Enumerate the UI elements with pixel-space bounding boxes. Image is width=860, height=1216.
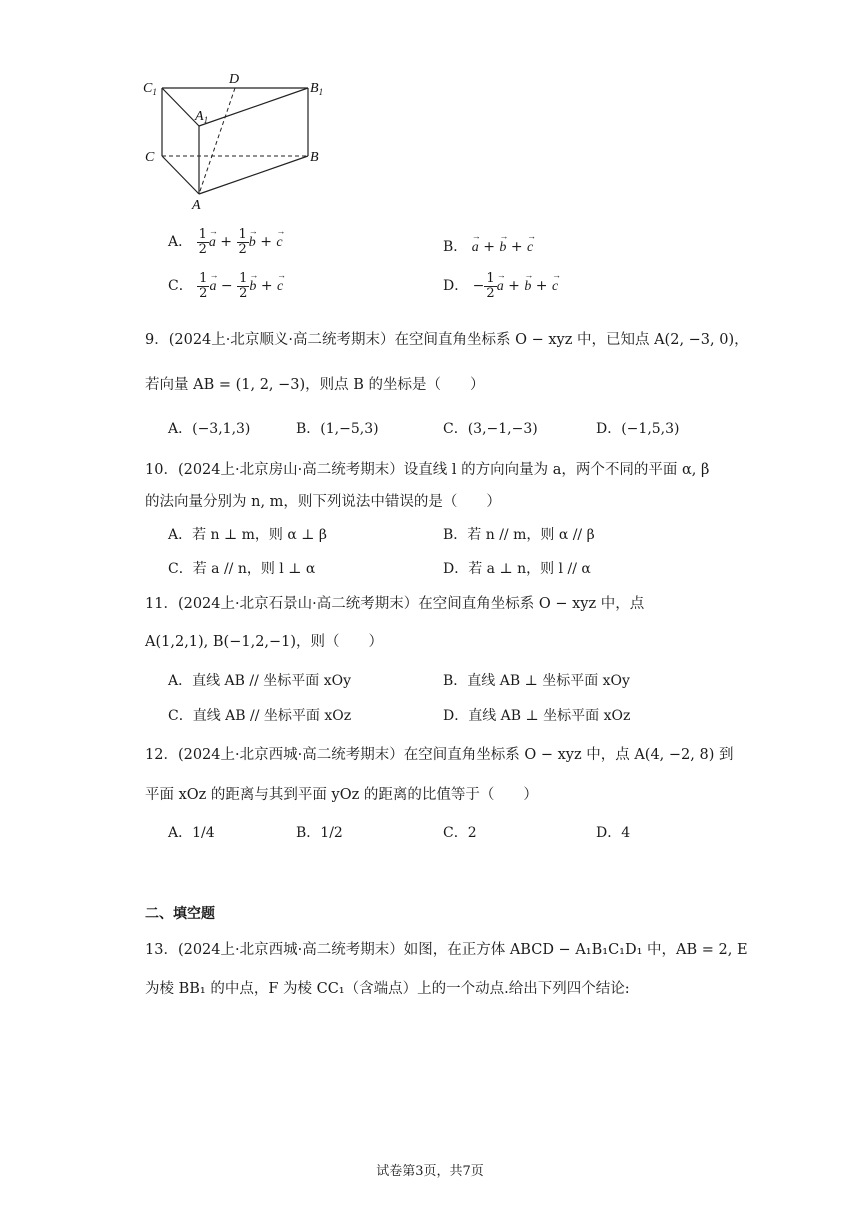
q9-stem-line2: 若向量 AB = (1, 2, −3)，则点 B 的坐标是（ ） [145, 377, 485, 393]
q12-option-c[interactable]: C．2 [443, 825, 477, 841]
q11-option-b[interactable]: B．直线 AB ⊥ 坐标平面 xOy [443, 673, 630, 689]
label-a: A [192, 198, 201, 213]
q12-stem-line1: 12．(2024上·北京西城·高二统考期末）在空间直角坐标系 O − xyz 中，点 A(4, −2, 8) 到 [145, 747, 734, 763]
label-a1: $A_1$ [195, 109, 209, 125]
q11-option-c[interactable]: C．直线 AB // 坐标平面 xOz [168, 708, 352, 724]
q10-option-b[interactable]: B．若 n // m，则 α // β [443, 527, 595, 543]
q10-option-a[interactable]: A．若 n ⊥ m，则 α ⊥ β [168, 527, 327, 543]
label-b: B [310, 150, 319, 165]
q9-stem-line1: 9．(2024上·北京顺义·高二统考期末）在空间直角坐标系 O − xyz 中，已知点 A(2, −3, 0)， [145, 332, 749, 348]
q9-option-a[interactable]: A．(−3,1,3) [168, 421, 251, 437]
q10-option-c[interactable]: C．若 a // n，则 l ⊥ α [168, 561, 316, 577]
q10-option-d[interactable]: D．若 a ⊥ n，则 l // α [443, 561, 591, 577]
label-b1: $B_1$ [310, 81, 324, 97]
q11-option-d[interactable]: D．直线 AB ⊥ 坐标平面 xOz [443, 708, 631, 724]
q9-option-b[interactable]: B．(1,−5,3) [296, 421, 379, 437]
q11-option-a[interactable]: A．直线 AB // 坐标平面 xOy [168, 673, 352, 689]
section-title: 二、填空题 [145, 906, 215, 922]
q8-option-a[interactable]: A． $\frac{1}{2}$ → a + $\frac{1}{2}$ → b + → c [168, 228, 283, 256]
q8-option-c[interactable]: C． $\frac{1}{2}$ → a − $\frac{1}{2}$ → b + → c [168, 272, 283, 300]
q12-option-a[interactable]: A．1/4 [168, 825, 215, 841]
label-c1: $C_1$ [143, 81, 157, 97]
q9-option-d[interactable]: D．(−1,5,3) [596, 421, 680, 437]
q10-stem-line2: 的法向量分别为 n, m，则下列说法中错误的是（ ） [145, 494, 501, 510]
label-d: D [229, 72, 240, 87]
q12-option-d[interactable]: D．4 [596, 825, 631, 841]
q8-option-d[interactable]: D． − $\frac{1}{2}$ → a + → b + → c [443, 272, 558, 300]
q11-stem-line1: 11．(2024上·北京石景山·高二统考期末）在空间直角坐标系 O − xyz 中，点 [145, 596, 645, 612]
q8-option-b[interactable]: B． → a + → b + → c [443, 236, 533, 256]
q11-stem-line2: A(1,2,1), B(−1,2,−1)，则（ ） [145, 634, 384, 650]
q10-stem-line1: 10．(2024上·北京房山·高二统考期末）设直线 l 的方向向量为 a，两个不同的平面 α, β [145, 462, 710, 478]
q12-option-b[interactable]: B．1/2 [296, 825, 343, 841]
page-footer: 试卷第3页，共7页 [376, 1164, 484, 1179]
q13-stem-line1: 13．(2024上·北京西城·高二统考期末）如图，在正方体 ABCD − A₁B₁C₁D₁ 中，AB = 2, E [145, 942, 748, 958]
q13-stem-line2: 为棱 BB₁ 的中点，F 为棱 CC₁（含端点）上的一个动点.给出下列四个结论: [145, 981, 630, 997]
q12-stem-line2: 平面 xOz 的距离与其到平面 yOz 的距离的比值等于（ ） [145, 787, 538, 803]
label-c: C [145, 150, 155, 165]
prism-figure [140, 70, 340, 215]
q9-option-c[interactable]: C．(3,−1,−3) [443, 421, 538, 437]
